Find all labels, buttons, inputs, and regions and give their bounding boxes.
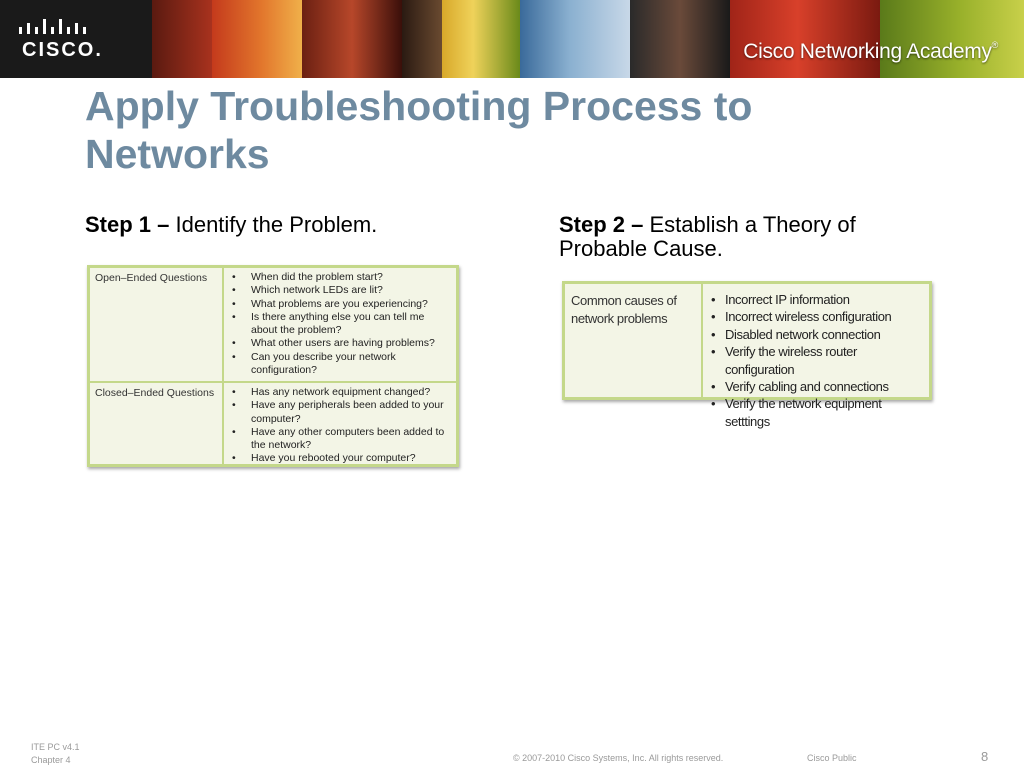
bullet: • — [232, 271, 236, 283]
list-item-text: Is there anything else you can tell me about the problem? — [251, 310, 425, 337]
bullet: • — [711, 344, 716, 360]
bullet: • — [232, 297, 236, 310]
list-item — [711, 343, 925, 378]
list-item-text: Can you describe your network configuration? — [251, 350, 396, 377]
table-row — [90, 383, 456, 464]
list-item-text: Verify cabling and connections — [725, 379, 889, 395]
step1-label: Step 1 – — [85, 212, 170, 237]
problem-causes-table — [562, 281, 932, 429]
banner-photo-strip — [880, 0, 1024, 78]
list-item — [711, 308, 925, 325]
list-item-text: Has any network equipment changed? — [251, 386, 431, 398]
bullet: • — [711, 292, 716, 307]
step2-text: Establish a Theory of Probable Cause. — [559, 212, 856, 261]
list-item-text: When did the problem start? — [251, 271, 383, 283]
step1-heading — [85, 213, 525, 237]
list-item — [232, 271, 452, 284]
table-row — [90, 268, 456, 383]
list-item — [232, 297, 452, 311]
banner-photo-strip — [520, 0, 630, 78]
list-item-text: What problems are you experiencing? — [251, 297, 428, 310]
banner-photo-strip — [152, 0, 212, 78]
list-item — [232, 284, 452, 297]
list-item-text: Disabled network connection — [725, 326, 881, 342]
registered-mark: ® — [991, 40, 998, 50]
bullet: • — [711, 379, 716, 395]
bullet: • — [232, 452, 236, 465]
banner-photo-strip — [442, 0, 520, 78]
question-types-table — [87, 265, 459, 467]
banner-photo-strip — [212, 0, 302, 78]
footer-course: ITE PC v4.1 — [31, 742, 80, 752]
bullet: • — [232, 284, 236, 297]
footer-copyright: © 2007-2010 Cisco Systems, Inc. All rights reserved. — [513, 753, 724, 763]
list-item-text: Have any peripherals been added to your computer? — [251, 399, 444, 425]
list-item — [711, 291, 925, 308]
list-item-text: Incorrect IP information — [725, 292, 850, 307]
list-item-text: Have any other computers been added to the network? — [251, 425, 445, 452]
academy-title — [743, 40, 998, 64]
banner-photo-strip — [402, 0, 442, 78]
table-row — [565, 284, 929, 429]
step2-heading — [559, 213, 939, 261]
list-item-text: Have you rebooted your computer? — [251, 452, 416, 465]
list-item-text: Which network LEDs are lit? — [251, 284, 383, 297]
row-items — [226, 268, 456, 381]
banner-photo-strip — [302, 0, 402, 78]
list-item-text: Incorrect wireless configuration — [725, 309, 892, 325]
bullet: • — [711, 326, 716, 342]
bullet: • — [711, 396, 716, 412]
list-item — [232, 386, 452, 399]
list-item — [232, 452, 452, 465]
list-item — [711, 326, 925, 343]
list-item — [232, 399, 452, 426]
slide-title: Apply Troubleshooting Process to Networks — [85, 83, 753, 177]
bullet: • — [232, 425, 236, 438]
bullet: • — [232, 386, 236, 398]
list-item — [711, 395, 925, 430]
step1-text: Identify the Problem. — [169, 212, 378, 237]
bullet: • — [711, 309, 716, 325]
step2-label: Step 2 – — [559, 212, 644, 237]
list-item — [711, 378, 925, 395]
header-banner — [0, 0, 1024, 78]
row-category: Open–Ended Questions — [90, 268, 224, 381]
bullet: • — [232, 337, 236, 350]
list-item-text: Verify the wireless router configuration — [725, 344, 857, 377]
list-item-text: Verify the network equipment setttings — [725, 396, 882, 429]
cisco-logo — [0, 0, 152, 78]
bullet: • — [232, 310, 236, 323]
bullet: • — [232, 350, 236, 363]
row-items — [226, 383, 456, 464]
row-category: Common causes of network problems — [565, 284, 703, 397]
list-item — [232, 310, 452, 338]
list-item — [232, 350, 452, 378]
list-item — [232, 337, 452, 350]
academy-title-text: Cisco Networking Academy — [743, 40, 992, 63]
banner-photo-strip — [730, 0, 880, 78]
list-item — [232, 425, 452, 453]
footer-chapter: Chapter 4 — [31, 755, 71, 765]
bullet: • — [232, 399, 236, 412]
row-items — [705, 284, 929, 429]
cisco-bridge-icon — [18, 19, 90, 37]
footer-classification: Cisco Public — [807, 753, 857, 763]
list-item-text: What other users are having problems? — [251, 337, 435, 350]
page-number: 8 — [981, 749, 989, 764]
banner-photo-strip — [630, 0, 730, 78]
footer-course-info — [31, 741, 80, 767]
row-category: Closed–Ended Questions — [90, 383, 224, 464]
cisco-wordmark: CISCO. — [22, 39, 103, 61]
